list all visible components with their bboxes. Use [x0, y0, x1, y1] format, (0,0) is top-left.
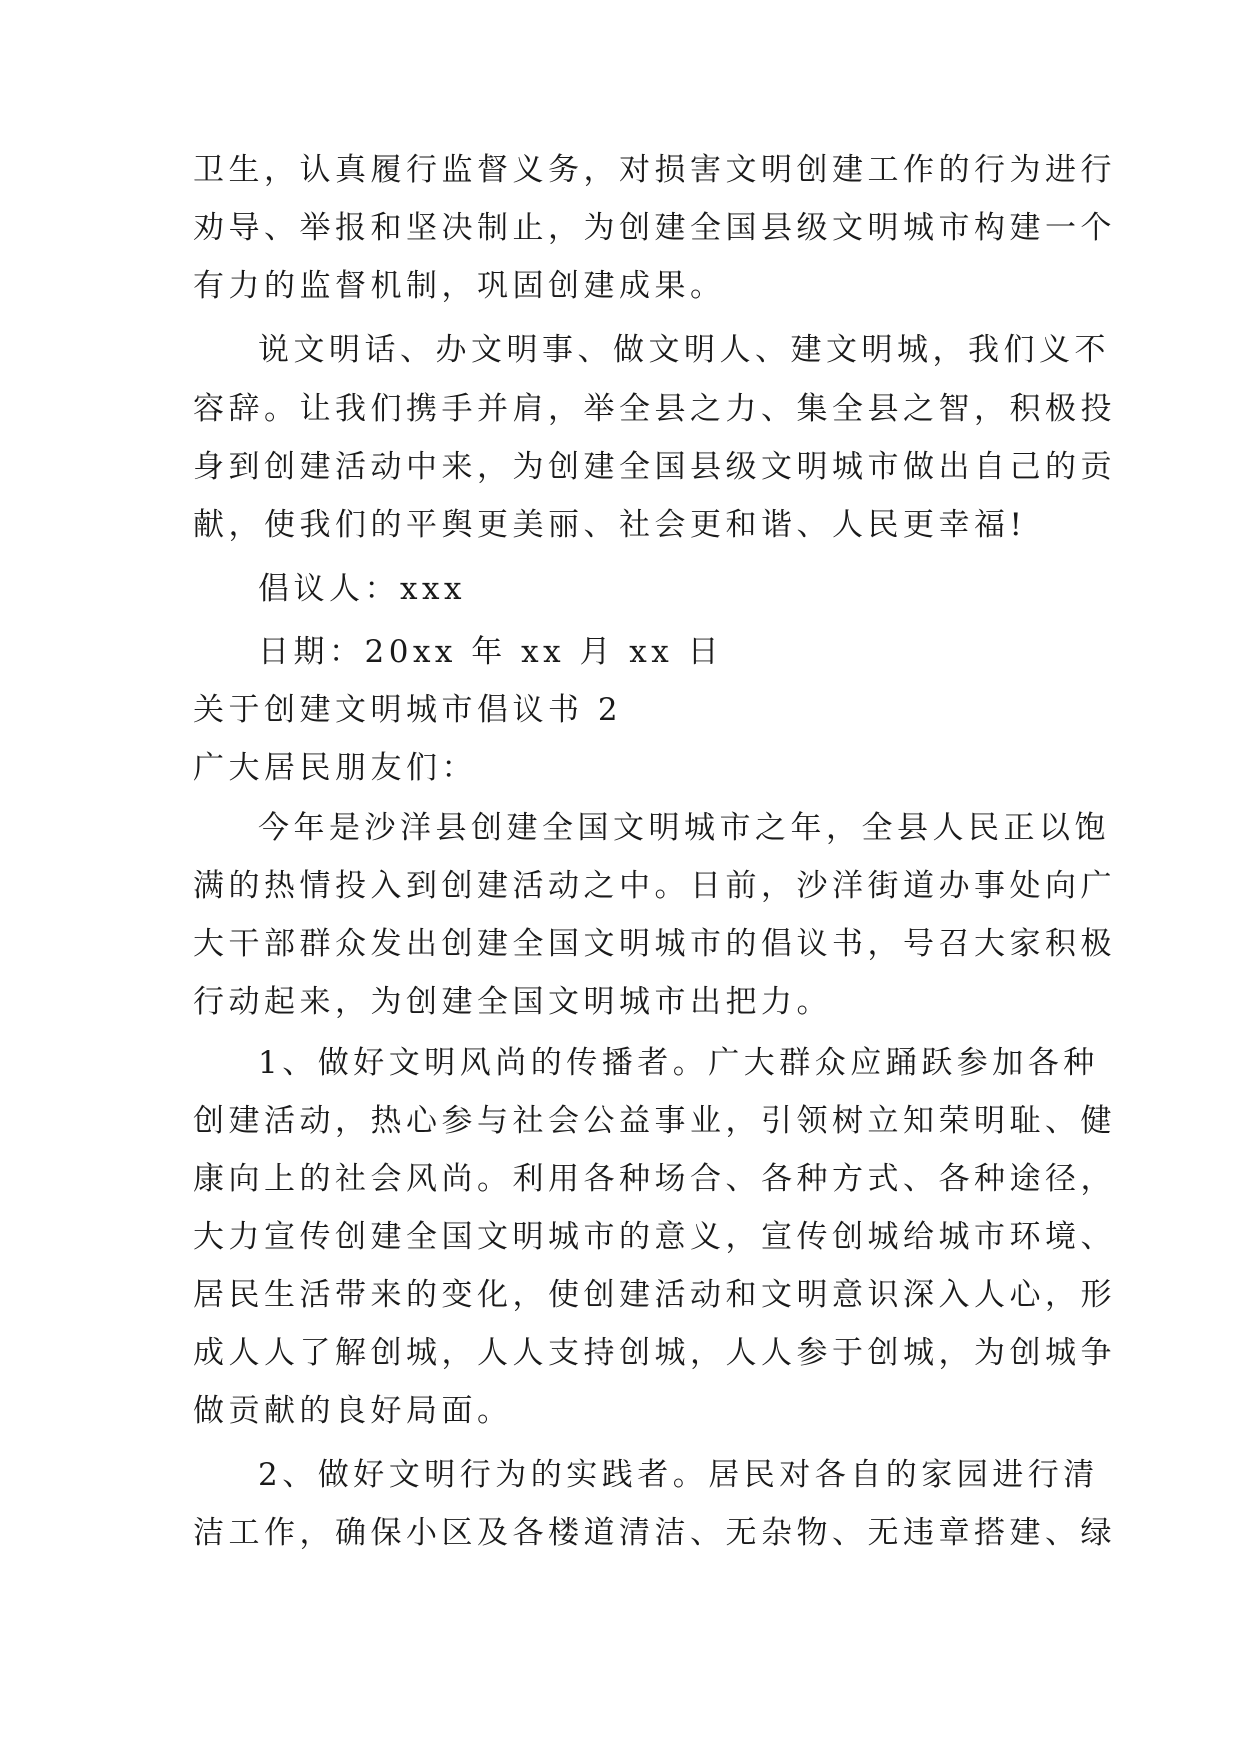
text-line: 说文明话、办文明事、做文明人、建文明城，我们义不 — [258, 332, 1110, 368]
text-line: 1、做好文明风尚的传播者。广大群众应踊跃参加各种 — [258, 1045, 1099, 1081]
text-line: 康向上的社会风尚。利用各种场合、各种方式、各种途径， — [193, 1161, 1116, 1197]
text-line: 卫生，认真履行监督义务，对损害文明创建工作的行为进行 — [193, 152, 1116, 188]
text-line: 2、做好文明行为的实践者。居民对各自的家园进行清 — [258, 1457, 1099, 1493]
text-line: 成人人了解创城，人人支持创城，人人参于创城，为创城争 — [193, 1335, 1116, 1371]
section-title: 关于创建文明城市倡议书 2 — [193, 692, 623, 728]
greeting-line: 广大居民朋友们： — [193, 750, 477, 786]
text-line: 行动起来，为创建全国文明城市出把力。 — [193, 984, 832, 1020]
text-line: 劝导、举报和坚决制止，为创建全国县级文明城市构建一个 — [193, 210, 1116, 246]
text-line: 今年是沙洋县创建全国文明城市之年，全县人民正以饱 — [258, 810, 1110, 846]
text-line: 洁工作，确保小区及各楼道清洁、无杂物、无违章搭建、绿 — [193, 1515, 1116, 1551]
text-line: 大干部群众发出创建全国文明城市的倡议书，号召大家积极 — [193, 926, 1116, 962]
proposer-line: 倡议人：xxx — [258, 571, 466, 607]
text-line: 做贡献的良好局面。 — [193, 1393, 513, 1429]
text-line: 居民生活带来的变化，使创建活动和文明意识深入人心，形 — [193, 1277, 1116, 1313]
text-line: 有力的监督机制，巩固创建成果。 — [193, 268, 726, 304]
date-line: 日期：20xx 年 xx 月 xx 日 — [258, 634, 724, 670]
text-line: 容辞。让我们携手并肩，举全县之力、集全县之智，积极投 — [193, 391, 1116, 427]
text-line: 满的热情投入到创建活动之中。日前，沙洋街道办事处向广 — [193, 868, 1116, 904]
text-line: 大力宣传创建全国文明城市的意义，宣传创城给城市环境、 — [193, 1219, 1116, 1255]
text-line: 身到创建活动中来，为创建全国县级文明城市做出自己的贡 — [193, 449, 1116, 485]
text-line: 献，使我们的平舆更美丽、社会更和谐、人民更幸福! — [193, 507, 1027, 543]
text-line: 创建活动，热心参与社会公益事业，引领树立知荣明耻、健 — [193, 1103, 1116, 1139]
